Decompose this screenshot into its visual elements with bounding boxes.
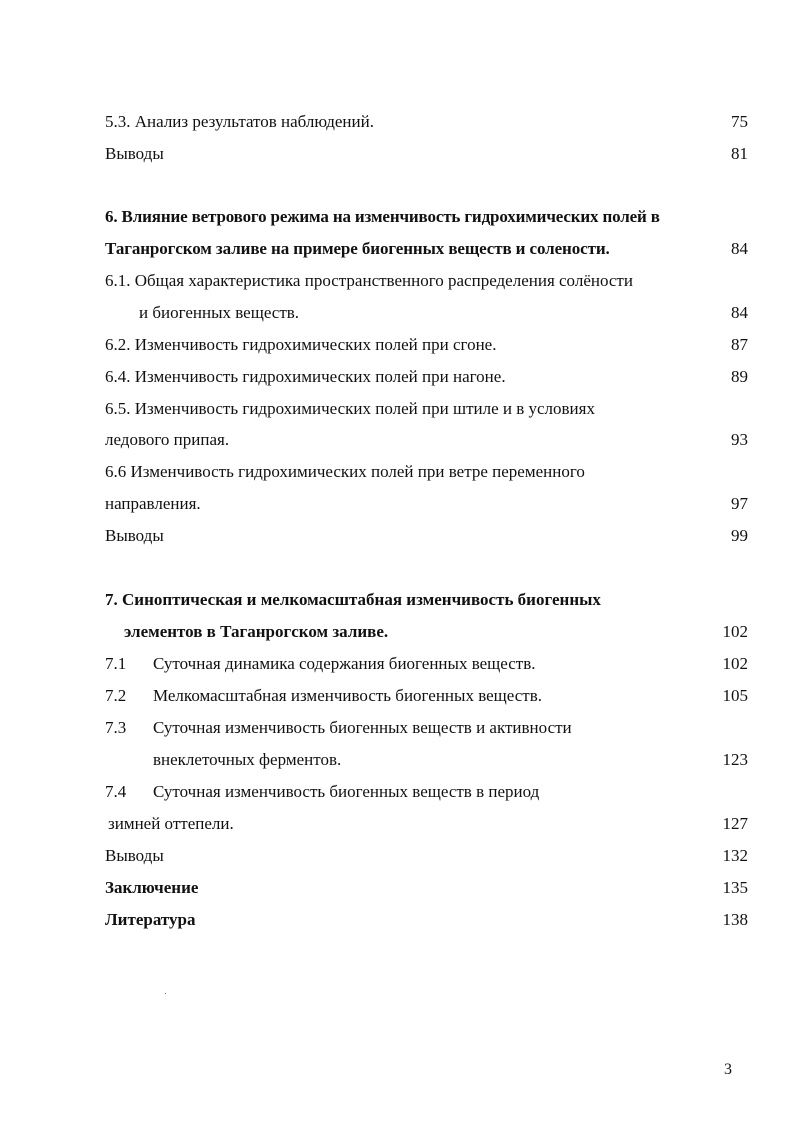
toc-chapter-7-title-line1: 7. Синоптическая и мелкомасштабная изменчивость биогенных (105, 590, 601, 609)
page-number: 3 (724, 1061, 732, 1078)
toc-entry-6-5-line1: 6.5. Изменчивость гидрохимических полей при штиле и в условиях (105, 399, 595, 418)
toc-page-number: 127 (722, 814, 748, 833)
toc-page-number: 75 (731, 112, 748, 131)
toc-page-number: 123 (722, 750, 748, 769)
toc-section-number: 7.4 (105, 782, 127, 801)
toc-entry-6-6-line1: 6.6 Изменчивость гидрохимических полей при ветре переменного (105, 462, 585, 481)
toc-entry-6-1-line2: и биогенных веществ. (139, 303, 300, 322)
toc-page-number: 89 (731, 367, 748, 386)
toc-entry-7-3-line1: Суточная изменчивость биогенных веществ и активности (153, 718, 572, 737)
toc-page-number: 102 (722, 654, 748, 673)
toc-section-number: 7.2 (105, 686, 127, 705)
toc-entry-6-6-line2: направления. (105, 494, 201, 513)
toc-entry-7-2: Мелкомасштабная изменчивость биогенных веществ. (153, 686, 542, 705)
toc-entry-7-3-line2: внеклеточных ферментов. (153, 750, 342, 769)
toc-entry-6-2: 6.2. Изменчивость гидрохимических полей при сгоне. (105, 335, 497, 354)
toc-entry-6-5-line2: ледового припая. (105, 430, 230, 449)
toc-page-number: 84 (731, 239, 748, 258)
toc-section-number: 7.1 (105, 654, 127, 673)
toc-entry-conclusions-6: Выводы (105, 526, 164, 545)
toc-entry-references: Литература (105, 910, 196, 929)
toc-entry-5-3: 5.3. Анализ результатов наблюдений. (105, 112, 374, 131)
toc-page-number: 138 (722, 910, 748, 929)
toc-entry-6-1-line1: 6.1. Общая характеристика пространственного распределения солёности (105, 271, 633, 290)
toc-entry-7-1: Суточная динамика содержания биогенных веществ. (153, 654, 536, 673)
toc-page-number: 99 (731, 526, 748, 545)
toc-section-number: 7.3 (105, 718, 127, 737)
toc-entry-7-4-line2: зимней оттепели. (108, 814, 234, 833)
toc-chapter-6-title-line2: Таганрогском заливе на примере биогенных веществ и солености. (105, 239, 610, 258)
toc-entry-conclusions-5: Выводы (105, 144, 164, 163)
toc-page-number: 97 (731, 494, 748, 513)
toc-chapter-6-title-line1: 6. Влияние ветрового режима на изменчивость гидрохимических полей в (105, 207, 660, 226)
toc-page-number: 135 (722, 878, 748, 897)
toc-page-number: 105 (722, 686, 748, 705)
toc-chapter-7-title-line2: элементов в Таганрогском заливе. (124, 622, 389, 641)
toc-entry-final-conclusion: Заключение (105, 878, 199, 897)
toc-page-number: 102 (722, 622, 748, 641)
scan-speck (165, 993, 166, 994)
toc-entry-7-4-line1: Суточная изменчивость биогенных веществ в период (153, 782, 540, 801)
toc-page-number: 84 (731, 303, 748, 322)
toc-page-number: 93 (731, 430, 748, 449)
toc-entry-conclusions-7: Выводы (105, 846, 164, 865)
toc-page-number: 81 (731, 144, 748, 163)
toc-entry-6-4: 6.4. Изменчивость гидрохимических полей при нагоне. (105, 367, 506, 386)
toc-page-number: 87 (731, 335, 748, 354)
toc-page-number: 132 (722, 846, 748, 865)
